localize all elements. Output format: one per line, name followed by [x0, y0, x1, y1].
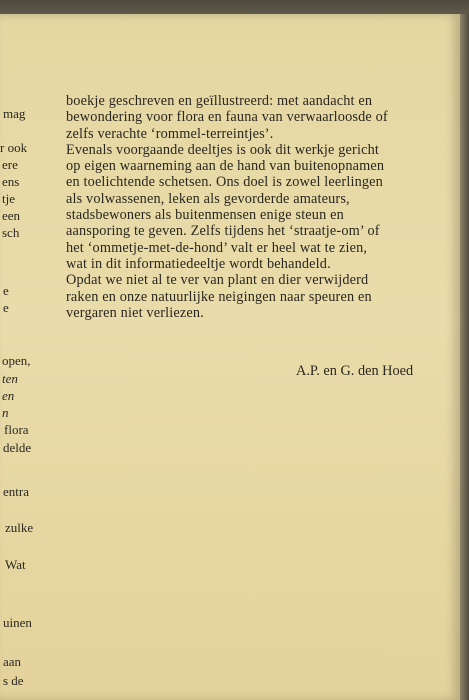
fragment: Wat [5, 557, 26, 572]
fragment: flora [4, 422, 29, 437]
fragment: n [2, 405, 9, 420]
fragment: ens [2, 174, 20, 189]
fragment: aan [3, 654, 22, 669]
text-line: Evenals voorgaande deeltjes is ook dit werkje gericht [66, 141, 379, 158]
text-line: aansporing te geven. Zelfs tijdens het ‘straatje-om’ of [66, 223, 380, 240]
fragment: een [2, 208, 21, 223]
text-line: het ‘ommetje-met-de-hond’ valt er heel wat te zien, [66, 239, 368, 256]
text-line: en toelichtende schetsen. Ons doel is zowel leerlingen [66, 174, 383, 191]
author-signature: A.P. en G. den Hoed [296, 363, 414, 379]
text-line: boekje geschreven en geïllustreerd: met aandacht en [66, 93, 373, 109]
fragment: open, [2, 353, 31, 368]
fragment: sch [2, 225, 20, 240]
fragment: uinen [3, 615, 32, 630]
preface-text [66, 93, 451, 321]
text-line: stadsbewoners als buitenmensen enige steun en [66, 207, 344, 224]
text-line: wat in dit informatiedeeltje wordt behandeld. [66, 255, 331, 272]
fragment: ere [2, 157, 18, 172]
fragment: entra [3, 484, 29, 499]
fragment: tje [2, 191, 15, 206]
text-line: zelfs verachte ‘rommel-terreintjes’. [66, 125, 274, 142]
fragment: s de [3, 673, 24, 688]
text-line: raken en onze natuurlijke neigingen naar speuren en [66, 288, 372, 305]
text-line: op eigen waarneming aan de hand van buitenopnamen [66, 158, 385, 175]
text-line: vergaren niet verliezen. [66, 304, 204, 321]
text-line: als volwassenen, leken als gevorderde amateurs, [66, 190, 350, 207]
fragment: r ook [0, 140, 28, 155]
fragment: en [2, 388, 15, 403]
fragment: e [3, 300, 9, 315]
fragment: e [3, 283, 9, 298]
fragment: ten [2, 371, 18, 386]
left-page-fragments [0, 0, 40, 700]
text-line: bewondering voor flora en fauna van verwaarloosde of [66, 109, 388, 126]
fragment: mag [3, 106, 26, 121]
fragment: delde [3, 440, 32, 455]
text-line: Opdat we niet al te ver van plant en dier verwijderd [66, 272, 369, 289]
fragment: zulke [5, 520, 34, 535]
page-edge [460, 14, 469, 700]
